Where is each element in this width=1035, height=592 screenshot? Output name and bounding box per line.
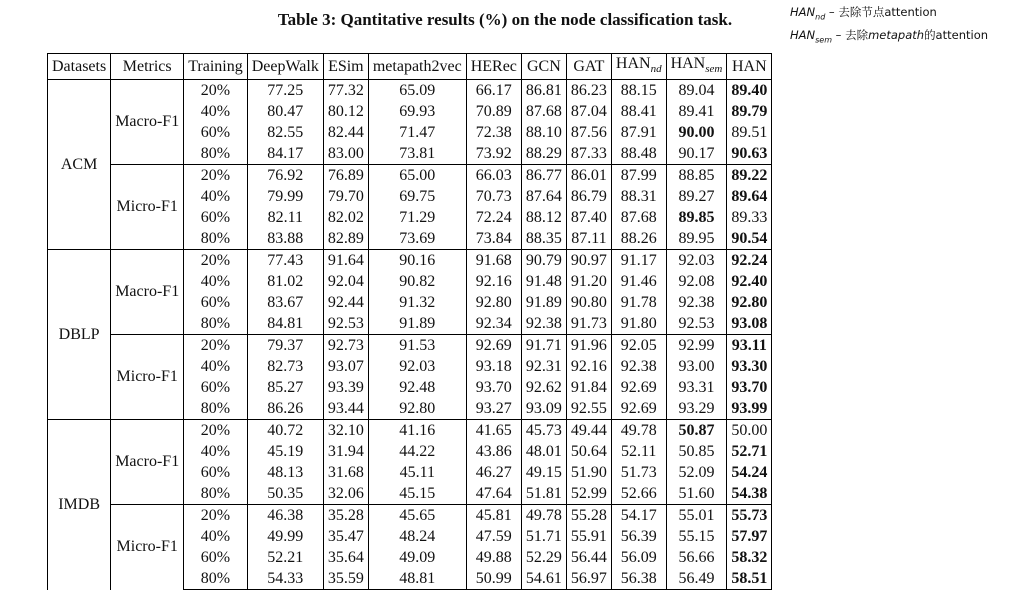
value-cell: 58.51	[727, 568, 772, 590]
table-row	[48, 165, 772, 187]
value-cell: 86.26	[247, 398, 323, 420]
training-cell: 60%	[184, 122, 248, 143]
value-cell: 54.61	[521, 568, 566, 590]
value-cell: 55.91	[566, 526, 611, 547]
value-cell: 90.97	[566, 250, 611, 272]
training-cell: 40%	[184, 356, 248, 377]
value-cell: 47.59	[466, 526, 521, 547]
value-cell: 50.99	[466, 568, 521, 590]
header-han-nd: $HAN_{nd}$	[611, 54, 666, 80]
value-cell: 83.67	[247, 292, 323, 313]
value-cell: 92.08	[666, 271, 727, 292]
training-cell: 20%	[184, 335, 248, 357]
value-cell: 91.64	[323, 250, 368, 272]
value-cell: 86.77	[521, 165, 566, 187]
value-cell: 52.11	[611, 441, 666, 462]
value-cell: 45.19	[247, 441, 323, 462]
header-herec: HERec	[466, 54, 521, 80]
value-cell: 89.51	[727, 122, 772, 143]
table-row	[48, 80, 772, 102]
training-cell: 60%	[184, 207, 248, 228]
value-cell: 82.02	[323, 207, 368, 228]
value-cell: 87.64	[521, 186, 566, 207]
value-cell: 35.64	[323, 547, 368, 568]
value-cell: 54.24	[727, 462, 772, 483]
training-cell: 40%	[184, 101, 248, 122]
value-cell: 79.37	[247, 335, 323, 357]
value-cell: 92.16	[566, 356, 611, 377]
value-cell: 51.60	[666, 483, 727, 505]
value-cell: 49.78	[521, 505, 566, 527]
header-han: HAN	[727, 54, 772, 80]
value-cell: 56.97	[566, 568, 611, 590]
value-cell: 91.17	[611, 250, 666, 272]
value-cell: 92.53	[666, 313, 727, 335]
dataset-cell: DBLP	[48, 250, 111, 420]
note-han-sem: $HAN_{sem}$ – 去除metapath的attention	[790, 28, 989, 45]
value-cell: 88.35	[521, 228, 566, 250]
value-cell: 85.27	[247, 377, 323, 398]
value-cell: 92.80	[368, 398, 466, 420]
header-datasets: Datasets	[48, 54, 111, 80]
value-cell: 92.34	[466, 313, 521, 335]
training-cell: 80%	[184, 228, 248, 250]
value-cell: 86.81	[521, 80, 566, 102]
value-cell: 88.29	[521, 143, 566, 165]
value-cell: 92.38	[521, 313, 566, 335]
header-training: Training	[184, 54, 248, 80]
value-cell: 72.38	[466, 122, 521, 143]
value-cell: 91.46	[611, 271, 666, 292]
value-cell: 81.02	[247, 271, 323, 292]
training-cell: 60%	[184, 377, 248, 398]
value-cell: 91.89	[521, 292, 566, 313]
value-cell: 82.44	[323, 122, 368, 143]
value-cell: 92.03	[368, 356, 466, 377]
value-cell: 93.44	[323, 398, 368, 420]
header-gcn: GCN	[521, 54, 566, 80]
value-cell: 88.48	[611, 143, 666, 165]
value-cell: 48.81	[368, 568, 466, 590]
training-cell: 60%	[184, 547, 248, 568]
value-cell: 93.70	[727, 377, 772, 398]
value-cell: 69.75	[368, 186, 466, 207]
training-cell: 20%	[184, 250, 248, 272]
value-cell: 71.29	[368, 207, 466, 228]
training-cell: 80%	[184, 143, 248, 165]
value-cell: 56.49	[666, 568, 727, 590]
value-cell: 87.68	[611, 207, 666, 228]
training-cell: 40%	[184, 441, 248, 462]
training-cell: 60%	[184, 292, 248, 313]
value-cell: 88.15	[611, 80, 666, 102]
value-cell: 92.80	[727, 292, 772, 313]
value-cell: 55.73	[727, 505, 772, 527]
value-cell: 65.09	[368, 80, 466, 102]
value-cell: 54.17	[611, 505, 666, 527]
value-cell: 79.99	[247, 186, 323, 207]
value-cell: 35.47	[323, 526, 368, 547]
value-cell: 89.79	[727, 101, 772, 122]
value-cell: 41.16	[368, 420, 466, 442]
value-cell: 49.78	[611, 420, 666, 442]
value-cell: 45.15	[368, 483, 466, 505]
value-cell: 72.24	[466, 207, 521, 228]
value-cell: 91.80	[611, 313, 666, 335]
value-cell: 87.56	[566, 122, 611, 143]
value-cell: 50.87	[666, 420, 727, 442]
header-deepwalk: DeepWalk	[247, 54, 323, 80]
value-cell: 92.73	[323, 335, 368, 357]
value-cell: 90.82	[368, 271, 466, 292]
value-cell: 92.40	[727, 271, 772, 292]
value-cell: 93.30	[727, 356, 772, 377]
value-cell: 92.53	[323, 313, 368, 335]
table-row	[48, 420, 772, 442]
value-cell: 91.53	[368, 335, 466, 357]
value-cell: 82.89	[323, 228, 368, 250]
value-cell: 93.18	[466, 356, 521, 377]
value-cell: 35.59	[323, 568, 368, 590]
value-cell: 93.09	[521, 398, 566, 420]
value-cell: 80.47	[247, 101, 323, 122]
value-cell: 92.03	[666, 250, 727, 272]
value-cell: 52.99	[566, 483, 611, 505]
value-cell: 91.84	[566, 377, 611, 398]
value-cell: 76.92	[247, 165, 323, 187]
dataset-cell: IMDB	[48, 420, 111, 590]
table-row	[48, 250, 772, 272]
value-cell: 83.88	[247, 228, 323, 250]
value-cell: 56.38	[611, 568, 666, 590]
training-cell: 20%	[184, 165, 248, 187]
value-cell: 82.11	[247, 207, 323, 228]
value-cell: 93.00	[666, 356, 727, 377]
value-cell: 49.15	[521, 462, 566, 483]
metric-cell: Micro-F1	[111, 165, 184, 250]
value-cell: 89.27	[666, 186, 727, 207]
value-cell: 31.94	[323, 441, 368, 462]
header-gat: GAT	[566, 54, 611, 80]
metric-cell: Micro-F1	[111, 505, 184, 590]
value-cell: 52.29	[521, 547, 566, 568]
value-cell: 55.15	[666, 526, 727, 547]
value-cell: 45.11	[368, 462, 466, 483]
value-cell: 90.17	[666, 143, 727, 165]
value-cell: 87.91	[611, 122, 666, 143]
value-cell: 48.24	[368, 526, 466, 547]
value-cell: 31.68	[323, 462, 368, 483]
value-cell: 91.32	[368, 292, 466, 313]
value-cell: 92.69	[611, 377, 666, 398]
value-cell: 92.24	[727, 250, 772, 272]
value-cell: 93.29	[666, 398, 727, 420]
training-cell: 40%	[184, 271, 248, 292]
value-cell: 70.73	[466, 186, 521, 207]
value-cell: 91.71	[521, 335, 566, 357]
value-cell: 86.23	[566, 80, 611, 102]
metric-cell: Macro-F1	[111, 250, 184, 335]
value-cell: 92.80	[466, 292, 521, 313]
value-cell: 90.00	[666, 122, 727, 143]
value-cell: 58.32	[727, 547, 772, 568]
value-cell: 93.99	[727, 398, 772, 420]
training-cell: 20%	[184, 505, 248, 527]
metric-cell: Macro-F1	[111, 420, 184, 505]
dataset-cell: ACM	[48, 80, 111, 250]
value-cell: 51.73	[611, 462, 666, 483]
note-han-nd: $HAN_{nd}$ – 去除节点attention	[790, 5, 937, 22]
value-cell: 48.01	[521, 441, 566, 462]
value-cell: 92.48	[368, 377, 466, 398]
training-cell: 20%	[184, 420, 248, 442]
value-cell: 54.33	[247, 568, 323, 590]
value-cell: 91.68	[466, 250, 521, 272]
value-cell: 73.84	[466, 228, 521, 250]
value-cell: 83.00	[323, 143, 368, 165]
value-cell: 91.48	[521, 271, 566, 292]
value-cell: 87.04	[566, 101, 611, 122]
header-han-sem: $HAN_{sem}$	[666, 54, 727, 80]
value-cell: 86.01	[566, 165, 611, 187]
value-cell: 92.05	[611, 335, 666, 357]
value-cell: 89.85	[666, 207, 727, 228]
value-cell: 77.25	[247, 80, 323, 102]
value-cell: 43.86	[466, 441, 521, 462]
value-cell: 73.81	[368, 143, 466, 165]
value-cell: 92.69	[466, 335, 521, 357]
value-cell: 45.81	[466, 505, 521, 527]
value-cell: 89.04	[666, 80, 727, 102]
training-cell: 80%	[184, 313, 248, 335]
value-cell: 91.73	[566, 313, 611, 335]
value-cell: 88.10	[521, 122, 566, 143]
value-cell: 93.11	[727, 335, 772, 357]
value-cell: 84.81	[247, 313, 323, 335]
value-cell: 40.72	[247, 420, 323, 442]
value-cell: 52.71	[727, 441, 772, 462]
value-cell: 88.26	[611, 228, 666, 250]
value-cell: 65.00	[368, 165, 466, 187]
value-cell: 45.65	[368, 505, 466, 527]
value-cell: 90.80	[566, 292, 611, 313]
value-cell: 92.44	[323, 292, 368, 313]
value-cell: 44.22	[368, 441, 466, 462]
value-cell: 51.81	[521, 483, 566, 505]
value-cell: 89.41	[666, 101, 727, 122]
value-cell: 92.69	[611, 398, 666, 420]
value-cell: 91.96	[566, 335, 611, 357]
metric-cell: Micro-F1	[111, 335, 184, 420]
value-cell: 89.64	[727, 186, 772, 207]
value-cell: 66.17	[466, 80, 521, 102]
value-cell: 87.68	[521, 101, 566, 122]
value-cell: 49.09	[368, 547, 466, 568]
value-cell: 91.20	[566, 271, 611, 292]
value-cell: 87.11	[566, 228, 611, 250]
value-cell: 49.44	[566, 420, 611, 442]
table-row	[48, 335, 772, 357]
value-cell: 46.27	[466, 462, 521, 483]
training-cell: 60%	[184, 462, 248, 483]
value-cell: 93.39	[323, 377, 368, 398]
value-cell: 88.31	[611, 186, 666, 207]
value-cell: 50.85	[666, 441, 727, 462]
value-cell: 48.13	[247, 462, 323, 483]
value-cell: 90.63	[727, 143, 772, 165]
value-cell: 87.99	[611, 165, 666, 187]
value-cell: 50.64	[566, 441, 611, 462]
value-cell: 93.31	[666, 377, 727, 398]
value-cell: 46.38	[247, 505, 323, 527]
value-cell: 69.93	[368, 101, 466, 122]
value-cell: 45.73	[521, 420, 566, 442]
value-cell: 89.33	[727, 207, 772, 228]
value-cell: 86.79	[566, 186, 611, 207]
value-cell: 92.38	[611, 356, 666, 377]
value-cell: 73.92	[466, 143, 521, 165]
value-cell: 55.01	[666, 505, 727, 527]
value-cell: 76.89	[323, 165, 368, 187]
value-cell: 49.99	[247, 526, 323, 547]
table-caption: Table 3: Qantitative results (%) on the node classification task.	[277, 10, 733, 29]
metric-cell: Macro-F1	[111, 80, 184, 165]
results-table	[47, 53, 772, 590]
value-cell: 32.10	[323, 420, 368, 442]
value-cell: 93.27	[466, 398, 521, 420]
value-cell: 77.32	[323, 80, 368, 102]
value-cell: 51.90	[566, 462, 611, 483]
value-cell: 93.70	[466, 377, 521, 398]
value-cell: 56.44	[566, 547, 611, 568]
value-cell: 89.40	[727, 80, 772, 102]
value-cell: 79.70	[323, 186, 368, 207]
header-row	[48, 54, 772, 80]
value-cell: 92.16	[466, 271, 521, 292]
training-cell: 80%	[184, 483, 248, 505]
table-row	[48, 505, 772, 527]
value-cell: 92.04	[323, 271, 368, 292]
value-cell: 93.07	[323, 356, 368, 377]
value-cell: 91.78	[611, 292, 666, 313]
value-cell: 82.73	[247, 356, 323, 377]
value-cell: 80.12	[323, 101, 368, 122]
value-cell: 57.97	[727, 526, 772, 547]
value-cell: 32.06	[323, 483, 368, 505]
training-cell: 80%	[184, 398, 248, 420]
value-cell: 47.64	[466, 483, 521, 505]
value-cell: 88.85	[666, 165, 727, 187]
value-cell: 56.09	[611, 547, 666, 568]
value-cell: 52.09	[666, 462, 727, 483]
value-cell: 87.40	[566, 207, 611, 228]
value-cell: 73.69	[368, 228, 466, 250]
value-cell: 90.79	[521, 250, 566, 272]
header-metapath2vec: metapath2vec	[368, 54, 466, 80]
training-cell: 40%	[184, 186, 248, 207]
header-metrics: Metrics	[111, 54, 184, 80]
training-cell: 80%	[184, 568, 248, 590]
value-cell: 56.66	[666, 547, 727, 568]
value-cell: 82.55	[247, 122, 323, 143]
value-cell: 52.66	[611, 483, 666, 505]
value-cell: 89.22	[727, 165, 772, 187]
value-cell: 92.99	[666, 335, 727, 357]
value-cell: 90.54	[727, 228, 772, 250]
value-cell: 71.47	[368, 122, 466, 143]
value-cell: 55.28	[566, 505, 611, 527]
value-cell: 41.65	[466, 420, 521, 442]
value-cell: 52.21	[247, 547, 323, 568]
value-cell: 70.89	[466, 101, 521, 122]
value-cell: 92.62	[521, 377, 566, 398]
value-cell: 92.31	[521, 356, 566, 377]
value-cell: 77.43	[247, 250, 323, 272]
training-cell: 40%	[184, 526, 248, 547]
value-cell: 49.88	[466, 547, 521, 568]
value-cell: 88.12	[521, 207, 566, 228]
value-cell: 92.38	[666, 292, 727, 313]
value-cell: 35.28	[323, 505, 368, 527]
value-cell: 89.95	[666, 228, 727, 250]
value-cell: 90.16	[368, 250, 466, 272]
value-cell: 84.17	[247, 143, 323, 165]
header-esim: ESim	[323, 54, 368, 80]
value-cell: 93.08	[727, 313, 772, 335]
value-cell: 66.03	[466, 165, 521, 187]
value-cell: 54.38	[727, 483, 772, 505]
value-cell: 50.35	[247, 483, 323, 505]
value-cell: 50.00	[727, 420, 772, 442]
value-cell: 92.55	[566, 398, 611, 420]
value-cell: 51.71	[521, 526, 566, 547]
value-cell: 88.41	[611, 101, 666, 122]
value-cell: 56.39	[611, 526, 666, 547]
training-cell: 20%	[184, 80, 248, 102]
value-cell: 91.89	[368, 313, 466, 335]
value-cell: 87.33	[566, 143, 611, 165]
